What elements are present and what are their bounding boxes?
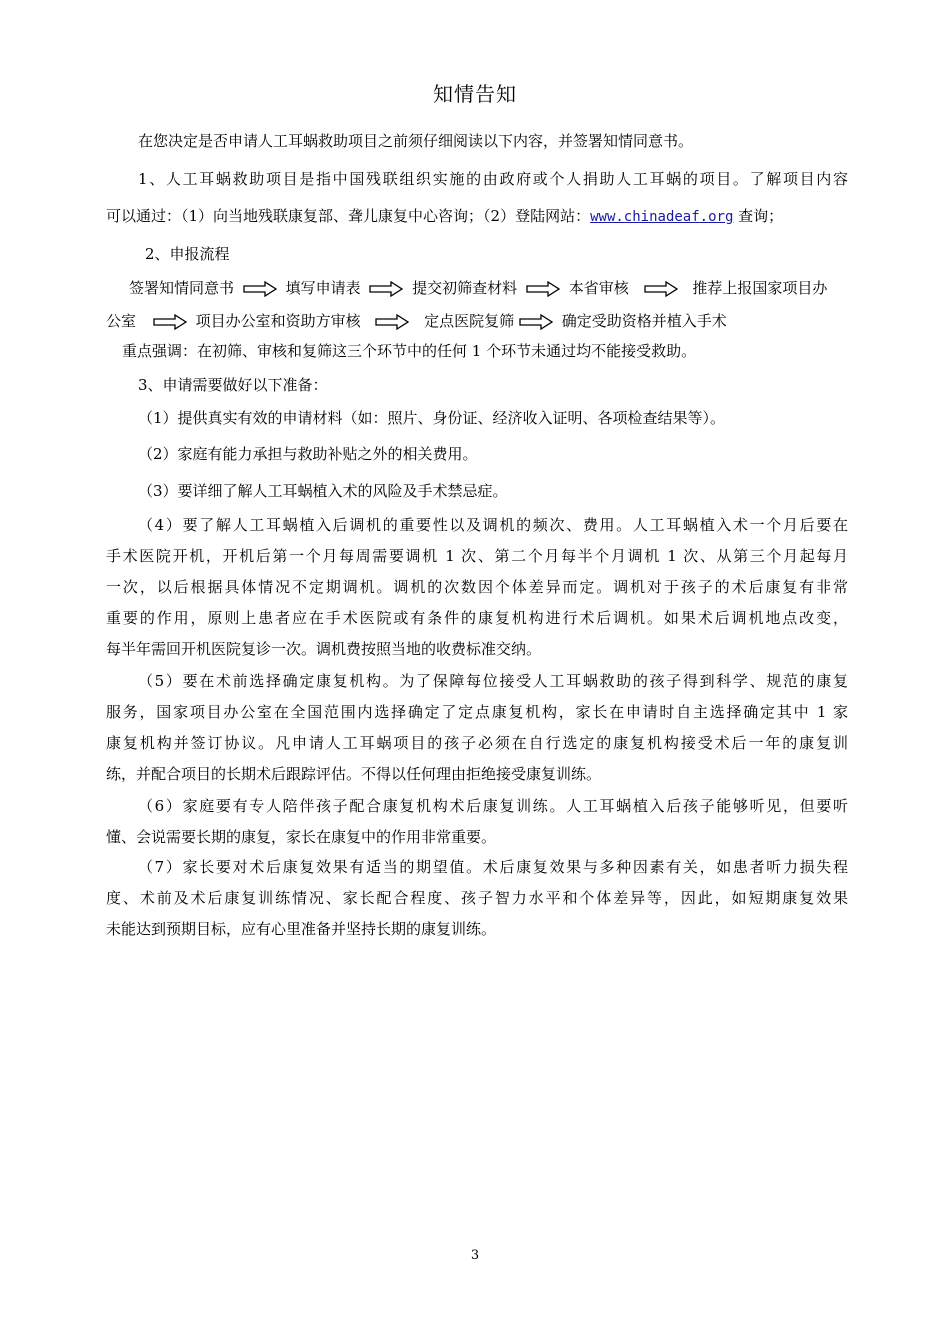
flow-arrow-icon (153, 314, 187, 330)
website-link[interactable]: www.chinadeaf.org (590, 209, 734, 225)
flow-step-sign-consent: 签署知情同意书 (129, 279, 235, 297)
item-2: （2）家庭有能力承担与救助补贴之外的相关费用。 (138, 445, 478, 463)
item-4-line: 每半年需回开机医院复诊一次。调机费按照当地的收费标准交纳。 (106, 640, 542, 658)
flow-arrow-icon (369, 281, 403, 297)
section1-line2-text: 可以通过：（1）向当地残联康复部、聋儿康复中心咨询；（2）登陆网站： (106, 207, 591, 225)
item-4-line: （4）要了解人工耳蜗植入后调机的重要性以及调机的频次、费用。人工耳蜗植入术一个月后要在 (138, 516, 848, 534)
flow-arrow-icon (243, 281, 277, 297)
item-6-line: （6）家庭要有专人陪伴孩子配合康复机构术后康复训练。人工耳蜗植入后孩子能够听见，但要听 (138, 797, 848, 815)
flow-step-recommend-national: 推荐上报国家项目办 (692, 279, 828, 297)
flow-step-office-sponsor-review: 项目办公室和资助方审核 (195, 312, 361, 330)
flow-arrow-icon (375, 314, 409, 330)
item-5-line: 康复机构并签订协议。凡申请人工耳蜗项目的孩子必须在自行选定的康复机构接受术后一年的康复训 (106, 734, 848, 752)
section2-heading: 2、申报流程 (145, 245, 230, 263)
page-number: 3 (470, 1248, 480, 1263)
item-3: （3）要详细了解人工耳蜗植入术的风险及手术禁忌症。 (138, 482, 508, 500)
item-4-line: 重要的作用，原则上患者应在手术医院或有条件的康复机构进行术后调机。如果术后调机地点改变， (106, 609, 848, 627)
section1-line2 (106, 206, 783, 227)
item-5-line: 练，并配合项目的长期术后跟踪评估。不得以任何理由拒绝接受康复训练。 (106, 765, 602, 783)
item-4-line: 一次，以后根据具体情况不定期调机。调机的次数因个体差异而定。调机对于孩子的术后康复有非常 (106, 578, 848, 596)
item-5-line: （5）要在术前选择确定康复机构。为了保障每位接受人工耳蜗救助的孩子得到科学、规范的康复 (138, 672, 848, 690)
flow-step-office: 公室 (106, 312, 137, 330)
flow-step-fill-form: 填写申请表 (285, 279, 361, 297)
intro-text: 在您决定是否申请人工耳蜗救助项目之前须仔细阅读以下内容，并签署知情同意书。 (138, 132, 694, 150)
flow-step-province-review: 本省审核 (568, 279, 629, 297)
flow-arrow-icon (526, 281, 560, 297)
section3-heading: 3、申请需要做好以下准备： (138, 376, 328, 394)
flow-row-1 (129, 278, 827, 298)
item-6-line: 懂、会说需要长期的康复，家长在康复中的作用非常重要。 (106, 828, 497, 846)
section1-line1: 1、人工耳蜗救助项目是指中国残联组织实施的由政府或个人捐助人工耳蜗的项目。了解项目内容 (138, 170, 848, 188)
flow-row-2 (106, 311, 727, 331)
emphasis-note: 重点强调：在初筛、审核和复筛这三个环节中的任何 1 个环节未通过均不能接受救助。 (122, 342, 697, 360)
section1-line2-suffix: 查询； (733, 207, 784, 225)
flow-step-hospital-rescreen: 定点医院复筛 (424, 312, 515, 330)
item-4-line: 手术医院开机，开机后第一个月每周需要调机 1 次、第二个月每半个月调机 1 次、从第三个月起每月 (106, 547, 848, 565)
flow-step-confirm-implant: 确定受助资格并植入手术 (561, 312, 727, 330)
item-7-line: 度、术前及术后康复训练情况、家长配合程度、孩子智力水平和个体差异等，因此，如短期康复效果 (106, 889, 848, 907)
page-title: 知情告知 (433, 82, 517, 106)
flow-arrow-icon (519, 314, 553, 330)
flow-arrow-icon (644, 281, 678, 297)
item-7-line: 未能达到预期目标，应有心里准备并坚持长期的康复训练。 (106, 920, 497, 938)
item-1: （1）提供真实有效的申请材料（如：照片、身份证、经济收入证明、各项检查结果等）。 (138, 409, 726, 427)
item-5-line: 服务，国家项目办公室在全国范围内选择确定了定点康复机构，家长在申请时自主选择确定其中 1 家 (106, 703, 848, 721)
flow-step-submit-materials: 提交初筛查材料 (412, 279, 518, 297)
item-7-line: （7）家长要对术后康复效果有适当的期望值。术后康复效果与多种因素有关，如患者听力损失程 (138, 858, 848, 876)
